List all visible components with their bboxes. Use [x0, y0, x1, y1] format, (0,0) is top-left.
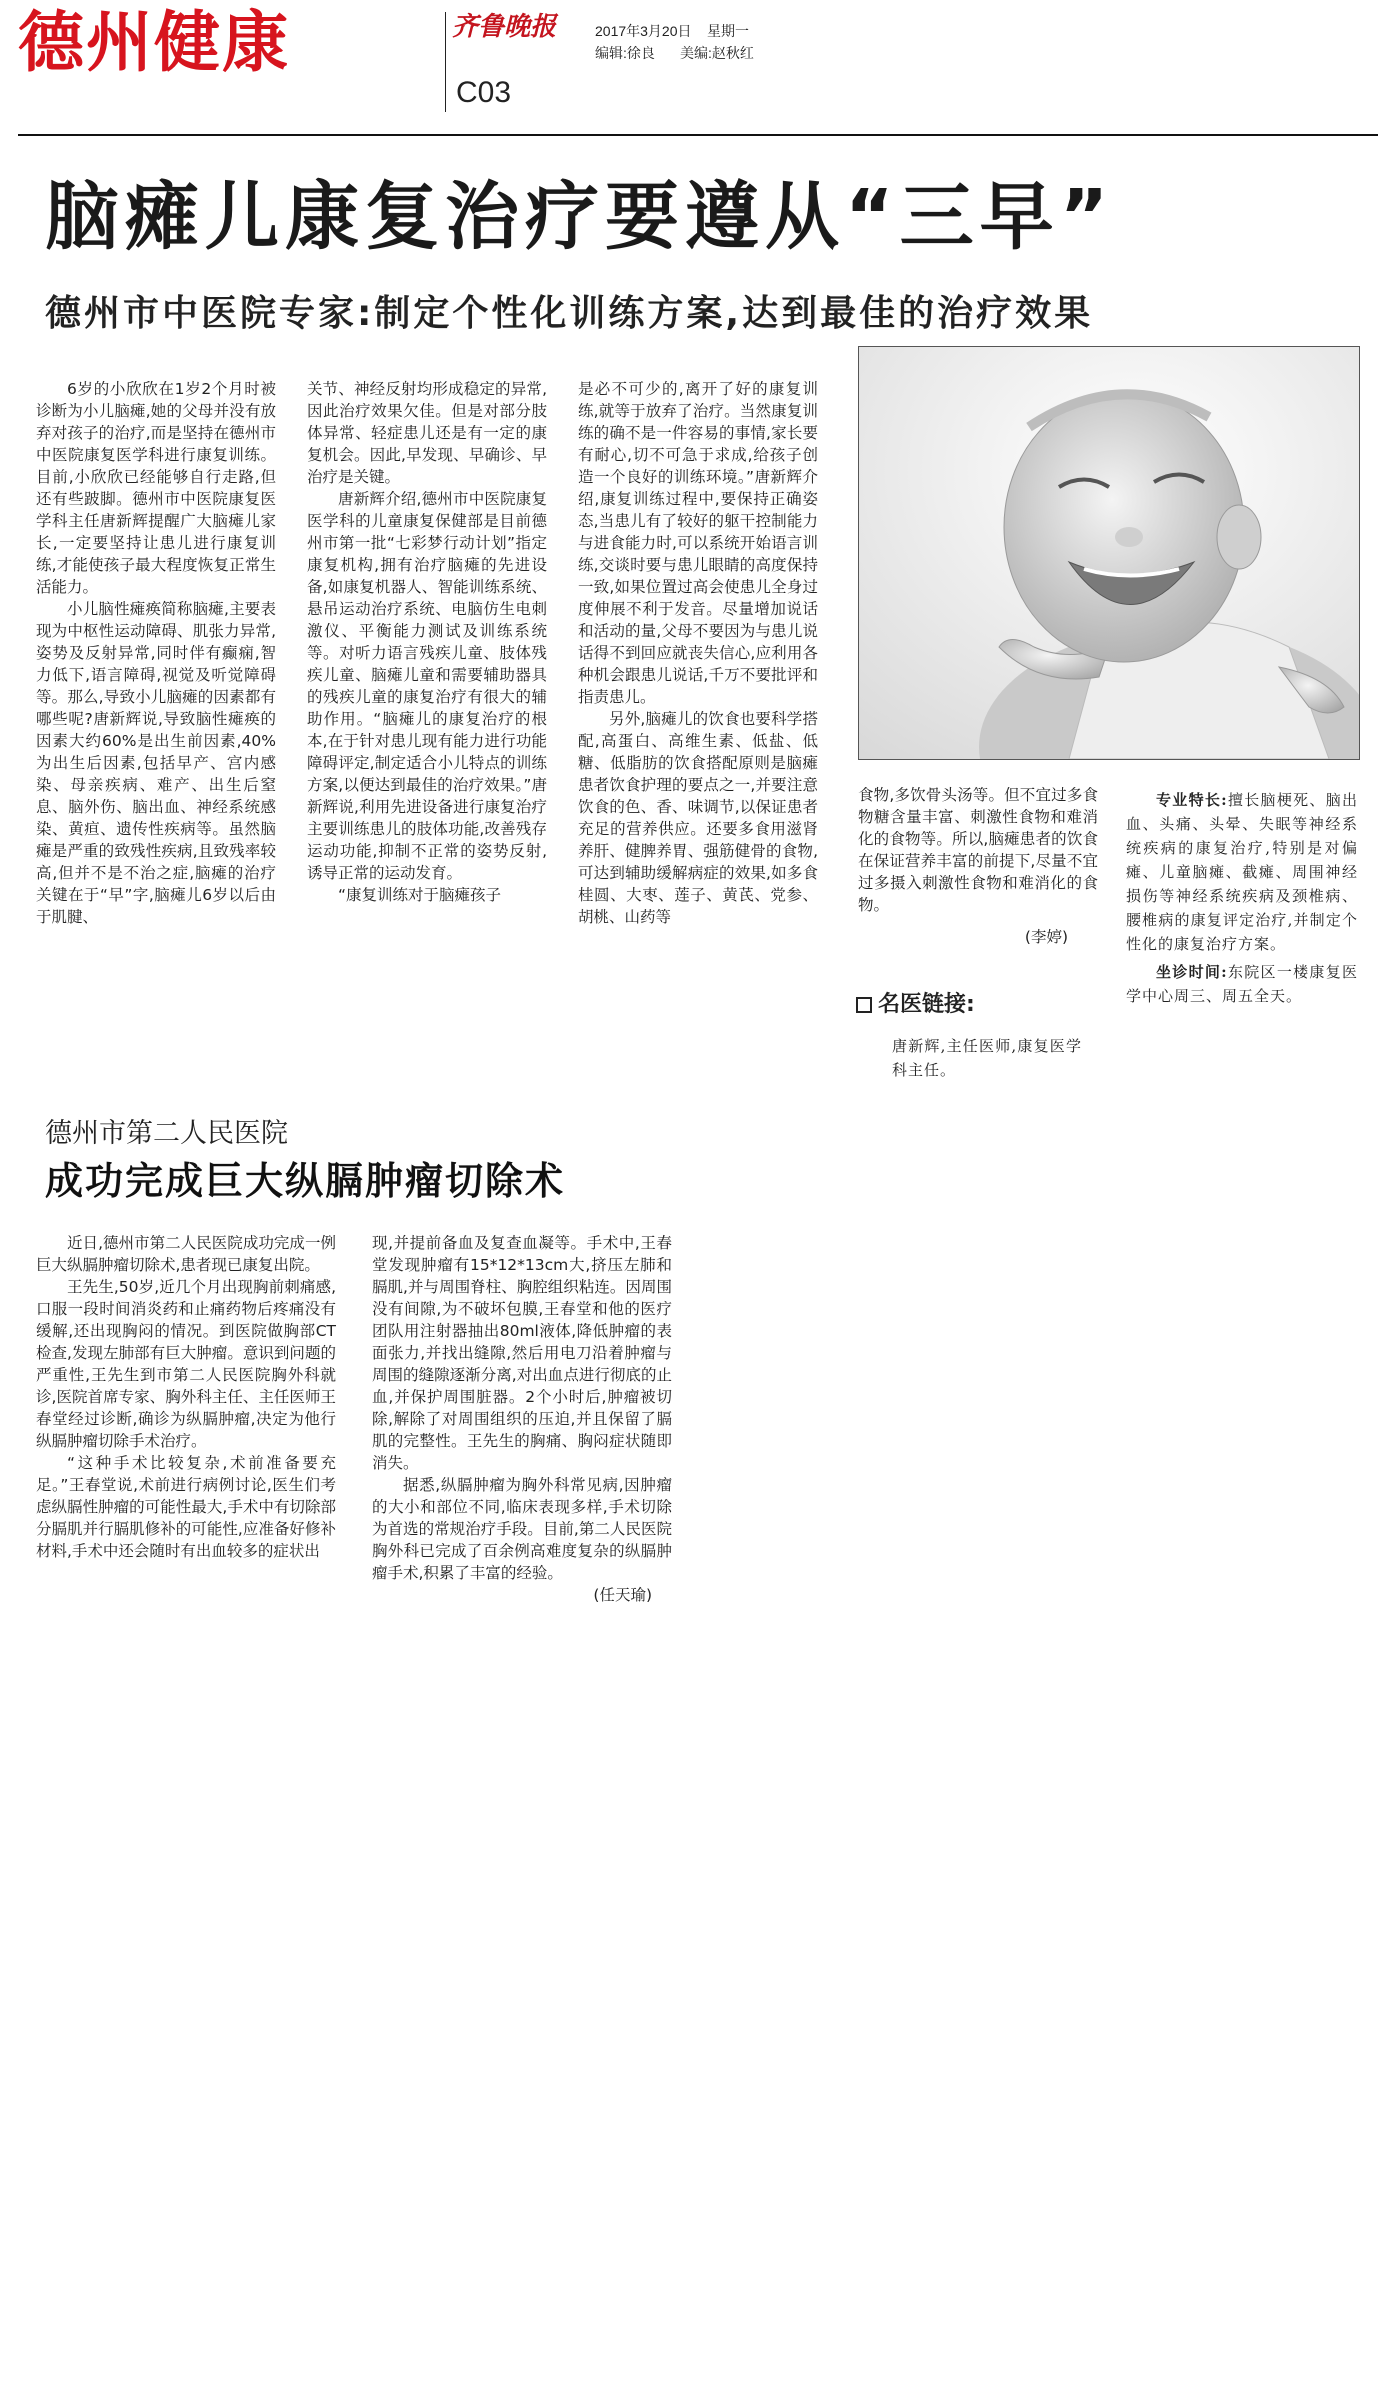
paragraph: 王先生,50岁,近几个月出现胸前刺痛感,口服一段时间消炎药和止痛药物后疼痛没有缓解,还出现胸闷的情况。到医院做胸部CT检查,发现左肺部有巨大肿瘤。意识到问题的严重性,王先生到市第二人民医院胸外科就诊,医院首席专家、胸外科主任、主任医师王春堂经过诊断,确诊为纵膈肿瘤,决定为他行纵膈肿瘤切除手术治疗。 — [36, 1278, 336, 1450]
checkbox-icon — [856, 997, 872, 1013]
paragraph: 6岁的小欣欣在1岁2个月时被诊断为小儿脑瘫,她的父母并没有放弃对孩子的治疗,而是坚持在德州市中医院康复医学科进行康复训练。目前,小欣欣已经能够自行走路,但还有些跛脚。德州市中医院康复医学科主任唐新辉提醒广大脑瘫儿家长,一定要坚持让患儿进行康复训练,才能使孩子最大程度恢复正常生活能力。 — [36, 380, 276, 596]
paragraph: 另外,脑瘫儿的饮食也要科学搭配,高蛋白、高维生素、低盐、低糖、低脂肪的饮食搭配原则是脑瘫患者饮食护理的要点之一,并要注意饮食的色、香、味调节,以保证患者充足的营养供应。还要多食用滋肾养肝、健脾养胃、强筋健骨的食物,可达到辅助缓解病症的效果,如多食桂圆、大枣、莲子、黄芪、党参、胡桃、山药等 — [578, 710, 818, 926]
paragraph: “这种手术比较复杂,术前准备要充足。”王春堂说,术前进行病例讨论,医生们考虑纵膈性肿瘤的可能性最大,手术中有切除部分膈肌并行膈肌修补的可能性,应准备好修补材料,手术中还会随时有出血较多的症状出 — [36, 1454, 336, 1560]
article1-byline: (李婷) — [1024, 928, 1068, 946]
paragraph: 唐新辉介绍,德州市中医院康复医学科的儿童康复保健部是目前德州市第一批“七彩梦行动计划”指定康复机构,拥有治疗脑瘫的先进设备,如康复机器人、智能训练系统、悬吊运动治疗系统、电脑仿生电刺激仪、平衡能力测试及训练系统等。对听力语言残疾儿童、肢体残疾儿童、脑瘫儿童和需要辅助器具的残疾儿童的康复治疗有很大的辅助作用。“脑瘫儿的康复治疗的根本,在于针对患儿现有能力进行功能障碍评定,制定适合小儿特点的训练方案,以便达到最佳的治疗效果。”唐新辉说,利用先进设备进行康复治疗主要训练患儿的肢体功能,改善残存运动功能,抑制不正常的姿势反射,诱导正常的运动发育。 — [307, 490, 547, 882]
masthead-divider — [445, 12, 446, 112]
article1-column-2 — [307, 378, 547, 1058]
editor-credit: 编辑:徐良 — [595, 45, 655, 61]
paragraph: “康复训练对于脑瘫孩子 — [338, 886, 502, 904]
paragraph: 是必不可少的,离开了好的康复训练,就等于放弃了治疗。当然康复训练的确不是一件容易的事情,家长要有耐心,切不可急于求成,给孩子创造一个良好的训练环境。”唐新辉介绍,康复训练过程中,要保持正确姿态,当患儿有了较好的躯干控制能力与进食能力时,可以系统开始语言训练,交谈时要与患儿眼睛的高度保持一致,如果位置过高会使患儿全身过度伸展不利于发音。尽量增加说话和活动的量,父母不要因为与患儿说话得不到回应就丧失信心,应利用各种机会跟患儿说话,千万不要批评和指责患儿。 — [578, 380, 818, 706]
designer-credit: 美编:赵秋红 — [680, 45, 754, 61]
paragraph: 小儿脑性瘫痪简称脑瘫,主要表现为中枢性运动障碍、肌张力异常,姿势及反射异常,同时伴有癫痫,智力低下,语言障碍,视觉及听觉障碍等。那么,导致小儿脑瘫的因素都有哪些呢?唐新辉说,导致脑性瘫痪的因素大约60%是出生前因素,40%为出生后因素,包括早产、宫内感染、母亲疾病、难产、出生后窒息、脑外伤、脑出血、神经系统感染、黄疸、遗传性疾病等。虽然脑瘫是严重的致残性疾病,且致残率较高,但并不是不治之症,脑瘫的治疗关键在于“早”字,脑瘫儿6岁以后由于肌腱、 — [36, 600, 276, 926]
clinic-text: 东院区一楼康复医学中心周三、周五全天。 — [1126, 963, 1358, 1005]
paragraph: 现,并提前备血及复查血凝等。手术中,王春堂发现肿瘤有15*12*13cm大,挤压左肺和膈肌,并与周围脊柱、胸腔组织粘连。因周围没有间隙,为不破坏包膜,王春堂和他的医疗团队用注射器抽出80ml液体,降低肿瘤的表面张力,并找出缝隙,然后用电刀沿着肿瘤与周围的缝隙逐渐分离,对出血点进行彻底的止血,并保护周围脏器。2个小时后,肿瘤被切除,解除了对周围组织的压迫,并且保留了膈肌的完整性。王先生的胸痛、胸闷症状随即消失。 — [372, 1234, 672, 1472]
paragraph: 关节、神经反射均形成稳定的异常,因此治疗效果欠佳。但是对部分肢体异常、轻症患儿还是有一定的康复机会。因此,早发现、早确诊、早治疗是关键。 — [307, 380, 547, 486]
article2-column-1 — [36, 1232, 336, 1562]
specialty-text: 擅长脑梗死、脑出血、头痛、头晕、失眠等神经系统疾病的康复治疗,特别是对偏瘫、儿童脑瘫、截瘫、周围神经损伤等神经系统疾病及颈椎病、腰椎病的康复评定治疗,并制定个性化的康复治疗方案。 — [1126, 791, 1358, 953]
issue-date: 2017年3月20日 — [595, 23, 692, 39]
clinic-label: 坐诊时间: — [1156, 963, 1228, 981]
specialty-label: 专业特长: — [1156, 791, 1228, 809]
article2-column-2 — [372, 1232, 672, 1606]
article1-column-3 — [578, 378, 818, 1058]
issue-weekday: 星期一 — [707, 23, 749, 39]
paragraph: 据悉,纵膈肿瘤为胸外科常见病,因肿瘤的大小和部位不同,临床表现多样,手术切除为首选的常规治疗手段。目前,第二人民医院胸外科已完成了百余例高难度复杂的纵膈肿瘤手术,积累了丰富的经验。 — [372, 1476, 672, 1582]
baby-photo-illustration — [859, 347, 1359, 759]
paragraph: 食物,多饮骨头汤等。但不宜过多食物糖含量丰富、刺激性食物和难消化的食物等。所以,脑瘫患者的饮食在保证营养丰富的前提下,尽量不宜过多摄入刺激性食物和难消化的食物。 — [858, 786, 1098, 914]
article1-column-1 — [36, 378, 276, 1058]
doctor-link-heading — [856, 994, 975, 1016]
article2-headline: 成功完成巨大纵膈肿瘤切除术 — [45, 1159, 566, 1203]
doctor-details — [1126, 788, 1358, 1008]
article2-byline: (任天瑜) — [593, 1586, 652, 1604]
page-code: C03 — [456, 76, 512, 109]
newspaper-logo: 齐鲁晚报 — [452, 12, 557, 42]
article2-kicker: 德州市第二人民医院 — [45, 1118, 288, 1149]
paragraph: 近日,德州市第二人民医院成功完成一例巨大纵膈肿瘤切除术,患者现已康复出院。 — [36, 1234, 336, 1274]
section-title: 德州健康 — [18, 4, 290, 81]
doctor-specialty — [1126, 788, 1358, 956]
article1-column-4 — [858, 784, 1098, 984]
doctor-clinic-time — [1126, 960, 1358, 1008]
article-subheadline: 德州市中医院专家:制定个性化训练方案,达到最佳的治疗效果 — [45, 293, 1094, 334]
doctor-intro — [892, 1034, 1082, 1082]
masthead-rule — [18, 134, 1378, 136]
smiling-baby-photo — [858, 346, 1360, 760]
doctor-link-title: 名医链接: — [878, 992, 975, 1017]
article-headline: 脑瘫儿康复治疗要遵从“三早” — [45, 174, 1115, 260]
doctor-name-title: 唐新辉,主任医师,康复医学科主任。 — [892, 1037, 1082, 1079]
